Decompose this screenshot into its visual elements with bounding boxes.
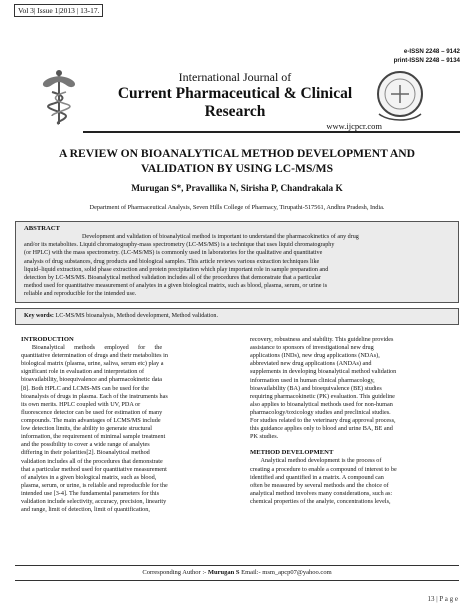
body-line: bioavailability (BA) and bioequivalence (BE) studies	[250, 384, 382, 392]
body-line: [8]. Both HPLC and LCMS-MS can be used for the	[21, 384, 149, 392]
body-line: chemical properties of the analyte, concentrations levels,	[250, 497, 391, 505]
body-line: pharmacology/toxicology studies and preclinical studies.	[250, 408, 391, 416]
e-issn: e-ISSN 2248 – 9142	[403, 48, 460, 55]
journal-name-line2: Current Pharmaceutical & Clinical	[117, 85, 353, 102]
body-column-right	[250, 336, 463, 506]
body-line: Analytical method development is the process of	[250, 457, 382, 465]
body-line: low detection limits, the ability to generate structural	[21, 425, 152, 433]
body-line: information, the requirement of minimal sample treatment	[21, 433, 166, 441]
section-heading-introduction: INTRODUCTION	[21, 336, 74, 343]
keywords-label: Key words:	[24, 313, 54, 319]
body-line: Bioanalytical methods employed for the	[21, 344, 163, 351]
section-heading-method-development: METHOD DEVELOPMENT	[250, 449, 334, 457]
body-line: abbreviated new drug applications (ANDAs) and	[250, 360, 372, 368]
article-authors: Murugan S*, Pravallika N, Sirisha P, Chandrakala K	[131, 184, 343, 194]
volume-issue-label: Vol 3| Issue 1|2013 | 13-17.	[14, 4, 103, 17]
abstract-line: analysis of drug substances, drug products and biological samples. This article reviews various extraction techniques like	[24, 258, 320, 265]
article-title-line2: VALIDATION BY USING LC-MS/MS	[140, 162, 334, 175]
body-line: differing in their polarities[2]. Bioanalytical method	[21, 449, 150, 457]
paragraph-gap	[250, 441, 463, 449]
abstract-line: reliable and reproducible for the intended use.	[24, 291, 137, 298]
body-line: and range, limit of detection, limit of quantification,	[21, 506, 150, 514]
body-line: PK studies.	[250, 433, 279, 441]
body-line: bioavailability, bioequivalence and pharmacokinetic data	[21, 376, 162, 384]
abstract-line: Development and validation of bioanalytical method is important to understand the pharmacokinetics of any drug	[82, 234, 359, 240]
body-line: biological matrix (plasma, urine, saliva, serum etc) play a	[21, 360, 164, 368]
body-line: requiring pharmacokinetic (PK) evaluation. This guideline	[250, 392, 395, 400]
journal-name-line3: Research	[204, 103, 266, 120]
body-line: often be measured by several methods and the choice of	[250, 481, 389, 489]
header-divider	[83, 131, 460, 133]
body-line: validation include selectivity, accuracy, precision, linearity	[21, 498, 167, 506]
body-line: applications (INDs), new drug applications (NDAs),	[250, 352, 380, 360]
body-line: plasma, serum, or urine, is reliable and reproducible for the	[21, 481, 168, 489]
body-line: information used in human clinical pharmacology,	[250, 376, 375, 384]
abstract-line: (or HPLC) with the mass spectrometry. (LC-MS/MS) is commonly used in laboratories for the qualitative and quantitative	[24, 250, 323, 257]
body-column-left	[21, 336, 234, 514]
journal-seal-logo	[373, 68, 427, 124]
body-line: significant role in evaluation and interpretation of	[21, 368, 145, 376]
body-line: and the possibility to cover a wide range of analytes	[21, 441, 150, 449]
body-line: this guidance applies only to blood and urine BA, BE and	[250, 425, 393, 433]
body-line: For studies related to the veterinary drug approval process,	[250, 417, 396, 425]
corresponding-email[interactable]: Email:- msm_apcp07@yahoo.com	[239, 569, 332, 576]
body-line: of analytes in a given biological matrix, such as blood,	[21, 473, 157, 481]
body-line: that a particular method used for quantitative measurement	[21, 465, 167, 473]
body-line: fluorescence detector can be used for estimation of many	[21, 408, 163, 416]
keywords-text: LC-MS/MS bioanalysis, Method development, Method validation.	[53, 313, 218, 319]
abstract-box	[15, 221, 459, 303]
print-issn: print-ISSN 2248 – 9134	[393, 57, 460, 64]
body-line: identified and quantified in a matrix. A compound can	[250, 473, 384, 481]
abstract-line: and/or its metabolites. Liquid chromatography-mass spectrometry (LC-MS/MS) is a technique that uses liquid chromatography	[24, 242, 335, 249]
body-line: creating a procedure to enable a compound of interest to be	[250, 465, 397, 473]
body-line: intended use [3-4]. The fundamental parameters for this	[21, 489, 160, 497]
footer-divider	[15, 565, 459, 566]
corresponding-author	[15, 569, 459, 576]
body-line: its own merits. HPLC coupled with UV, PDA or	[21, 400, 141, 408]
article-title-line1: A REVIEW ON BIOANALYTICAL METHOD DEVELOPMENT AND	[58, 147, 416, 160]
journal-name-line1: International Journal of	[178, 70, 292, 84]
keywords-box	[15, 308, 459, 325]
body-line: assistance to sponsors of investigational new drug	[250, 344, 374, 352]
corresponding-name: Murugan S	[207, 569, 240, 576]
journal-website-link[interactable]: www.ijcpcr.com	[326, 121, 382, 131]
body-line: quantitative determination of drugs and their metabolites in	[21, 352, 168, 360]
body-line: validation includes all of the procedures that demonstrate	[21, 457, 163, 465]
abstract-heading: ABSTRACT	[24, 225, 60, 232]
body-line: bioanalysis of drugs in plasma. Each of the instruments has	[21, 392, 168, 400]
body-line: supplements in developing bioanalytical method validation	[250, 368, 397, 376]
abstract-line: method used for quantitative measurement of analytes in a given biological matrix, such as blood, plasma, serum, or urine is	[24, 283, 328, 290]
body-line: compounds. The main advantages of LCMS/MS include	[21, 416, 161, 424]
body-line: analytical method involves many considerations, such as:	[250, 489, 393, 497]
body-line: also applies to bioanalytical methods used for non-human	[250, 400, 393, 408]
footer-divider-bottom	[15, 580, 459, 581]
body-line: recovery, robustness and stability. This guideline provides	[250, 336, 394, 343]
abstract-line: detection by LC-MS/MS. Bioanalytical method validation includes all of the procedures that demonstrate that a particular	[24, 275, 321, 282]
corresponding-label: Corresponding Author :-	[142, 569, 208, 576]
page-number: 13 | P a g e	[427, 595, 458, 603]
caduceus-logo-icon	[38, 68, 80, 126]
author-affiliation: Department of Pharmaceutical Analysis, Seven Hills College of Pharmacy, Tirupathi-517561, Andhra Pradesh, India.	[89, 204, 385, 211]
abstract-line: liquid–liquid extraction, solid phase extraction and protein precipitation which play important role in sample preparation and	[24, 266, 329, 273]
